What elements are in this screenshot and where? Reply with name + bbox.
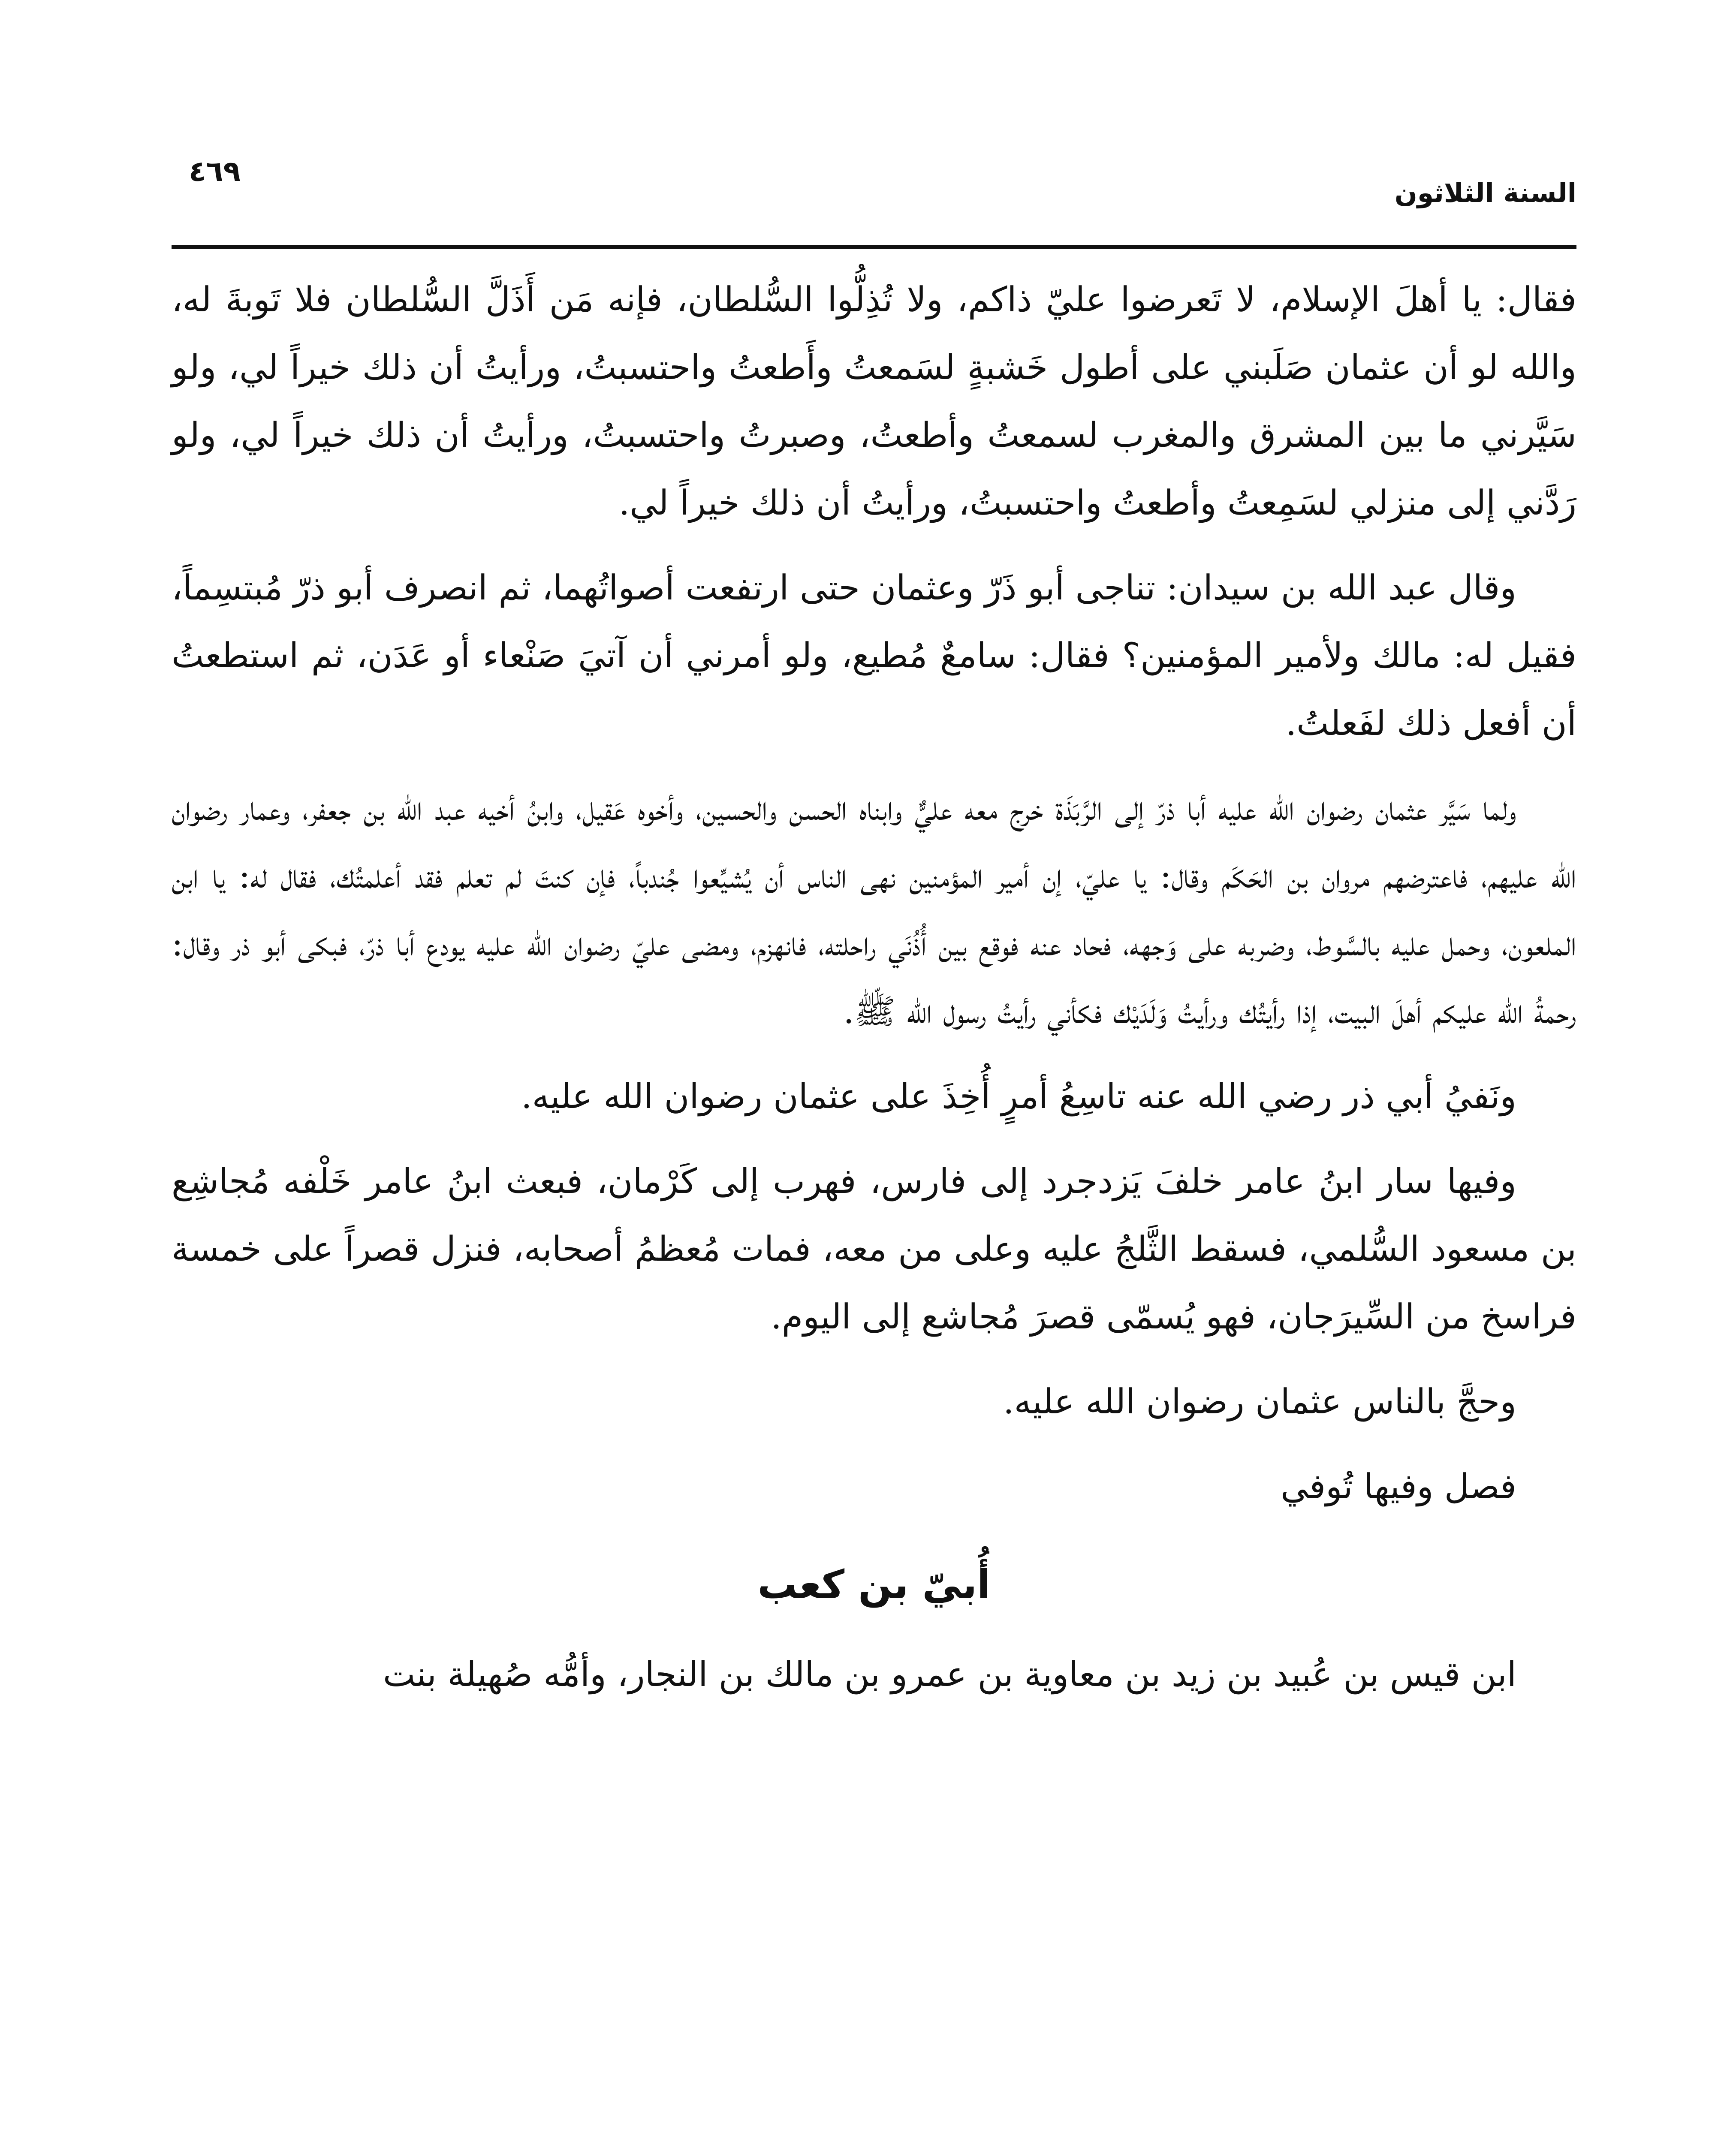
- page-header: [172, 150, 1576, 214]
- paragraph: وفيها سار ابنُ عامر خلفَ يَزدجرد إلى فارس، فهرب إلى كَرْمان، فبعث ابنُ عامر خَلْفه مُجاشِع بن مسعود السُّلمي، فسقط الثَّلجُ عليه وعلى من معه، فمات مُعظمُ أصحابه، فنزل قصراً على خمسة فراسخ من السِّيرَجان، فهو يُسمّى قصرَ مُجاشع إلى اليوم.: [172, 1161, 1576, 1337]
- page-number: ٤٦٩: [189, 155, 241, 188]
- paragraph: ولما سَيَّر عثمان رضوان الله عليه أبا ذرّ إلى الرَّبَذَة خرج معه عليٌّ وابناه الحسن والحسين، وأخوه عَقيل، وابنُ أخيه عبد الله بن جعفر، وعمار رضوان الله عليهم، فاعترضهم مروان بن الحَكَم وقال: يا عليّ، إن أمير المؤمنين نهى الناس أن يُشيِّعوا جُندباً، فإن كنتَ لم تعلم فقد أعلمتُك، فقال له: يا ابن الملعون، وحمل عليه بالسَّوط، وضربه على وَجهه، فحاد عنه فوقع بين أُذُنَي راحلته، فانهزم، ومضى عليّ رضوان الله عليه يودع أبا ذرّ، فبكى أبو ذر وقال: رحمةُ الله عليكم أهلَ البيت، إذا رأيتُك ورأيتُ وَلَدَيْك فكأني رأيتُ رسول الله ﷺ.: [172, 788, 1576, 1031]
- paragraph: وقال عبد الله بن سيدان: تناجى أبو ذَرّ وعثمان حتى ارتفعت أصواتُهما، ثم انصرف أبو ذرّ مُبتسِماً، فقيل له: مالك ولأمير المؤمنين؟ فقال: سامعٌ مُطيع، ولو أمرني أن آتيَ صَنْعاء أو عَدَن، ثم استطعتُ أن أفعل ذلك لفَعلتُ.: [172, 568, 1576, 743]
- body-text: [172, 266, 1576, 1708]
- paragraph: فصل وفيها تُوفي: [1281, 1466, 1516, 1506]
- paragraph: وحجَّ بالناس عثمان رضوان الله عليه.: [1003, 1382, 1516, 1421]
- header-rule: [172, 245, 1576, 249]
- running-title: السنة الثلاثون: [1394, 177, 1576, 208]
- paragraph: فقال: يا أهلَ الإسلام، لا تَعرضوا عليّ ذاكم، ولا تُذِلُّوا السُّلطان، فإنه مَن أَذَلَّ السُّلطان فلا تَوبةَ له، والله لو أن عثمان صَلَبني على أطول خَشبةٍ لسَمعتُ وأَطعتُ واحتسبتُ، ورأيتُ أن ذلك خيراً لي، ولو سَيَّرني ما بين المشرق والمغرب لسمعتُ وأطعتُ، وصبرتُ واحتسبتُ، ورأيتُ أن ذلك خيراً لي، ولو رَدَّني إلى منزلي لسَمِعتُ وأطعتُ واحتسبتُ، ورأيتُ أن ذلك خيراً لي.: [172, 280, 1576, 523]
- paragraph: ونَفيُ أبي ذر رضي الله عنه تاسِعُ أمرٍ أُخِذَ على عثمان رضوان الله عليه.: [521, 1076, 1516, 1116]
- section-heading: أُبيّ بن كعب: [757, 1562, 991, 1608]
- paragraph: ابن قيس بن عُبيد بن زيد بن معاوية بن عمرو بن مالك بن النجار، وأمُّه صُهيلة بنت: [383, 1654, 1516, 1694]
